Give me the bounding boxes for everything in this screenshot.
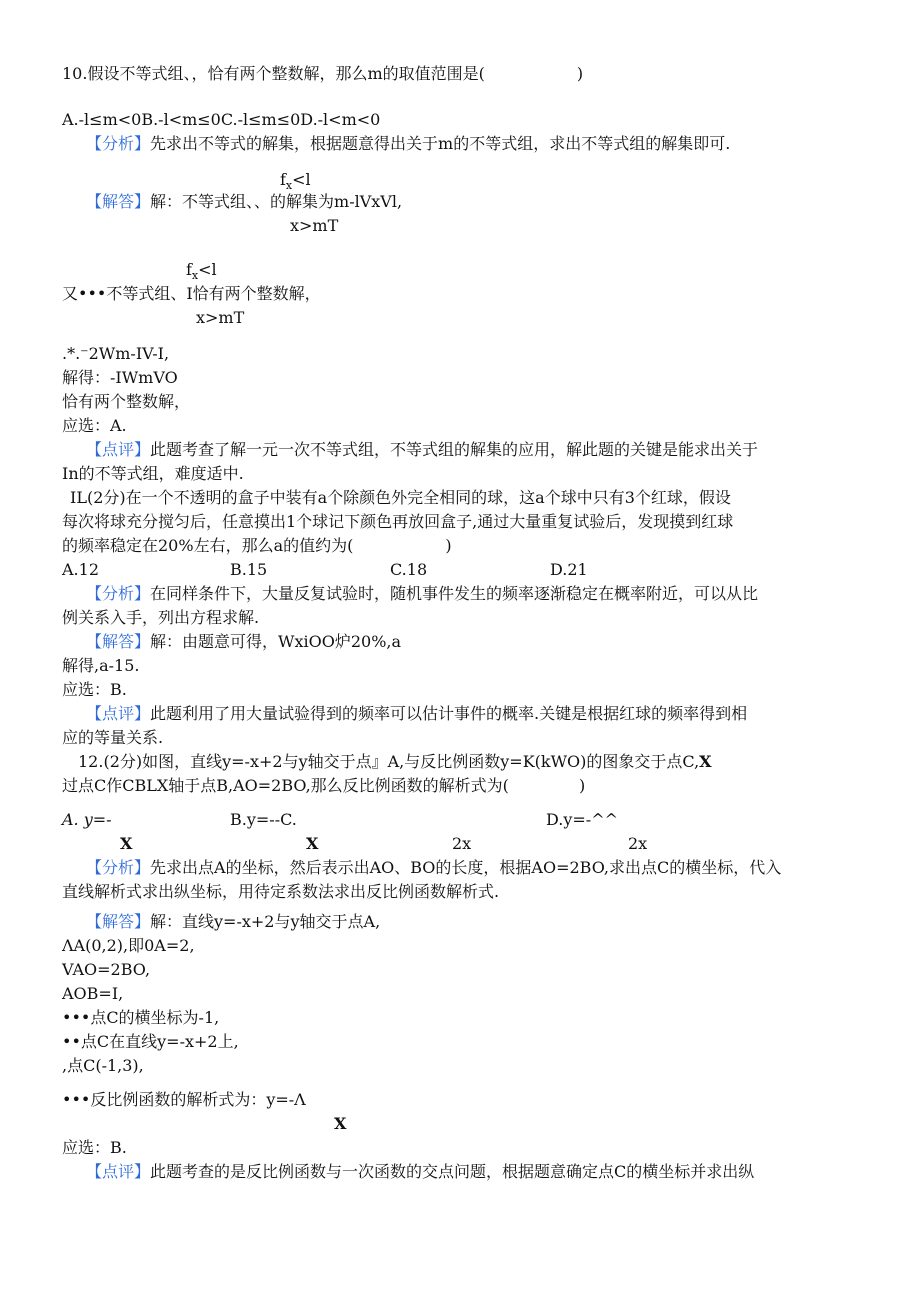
analysis-tag: 【分析】 — [86, 584, 151, 603]
q12-step-2: VAO=2BO, — [62, 960, 151, 979]
q12-analysis-text: 先求出点A的坐标，然后表示出AO、BO的长度，根据AO=2BO,求出点C的横坐标，代入 — [150, 858, 782, 877]
answer-tag: 【解答】 — [86, 912, 151, 931]
q10-analysis — [86, 132, 730, 156]
analysis-tag: 【分析】 — [86, 134, 151, 153]
answer-tag: 【解答】 — [86, 632, 151, 651]
q10-answer — [86, 190, 402, 214]
q12-step-6: ,点C(-1,3), — [62, 1056, 144, 1075]
frac-sub: x — [285, 179, 293, 192]
q12-comment — [86, 1160, 754, 1184]
q12-den-1: X — [120, 834, 133, 853]
q12-stem-close: ) — [578, 776, 586, 795]
q10-stem-close: ) — [576, 64, 584, 83]
q12-stem-2 — [62, 774, 585, 798]
q10-options: A.-l≤m<0B.-l<m≤0C.-l≤m≤0D.-l<m<0 — [62, 110, 381, 129]
q12-opt-a: A. y=- — [62, 810, 112, 829]
q12-stem-1-x: X — [699, 752, 712, 771]
q11-answer-text: 解：由题意可得，WxiOO炉20%,a — [150, 632, 402, 651]
comment-tag: 【点评】 — [86, 440, 151, 459]
answer-tag: 【解答】 — [86, 192, 151, 211]
q11-answer — [86, 630, 401, 654]
frac-f: f — [280, 170, 286, 189]
q11-stem-3 — [62, 534, 452, 558]
q11-opt-a: A.12 — [62, 560, 99, 579]
q12-stem-2-text: 过点C作CBLX轴于点B,AO=2BO,那么反比例函数的解析式为( — [62, 776, 509, 795]
frac-f: f — [186, 260, 192, 279]
q10-frac2-bottom: x>mT — [196, 308, 245, 327]
q11-opt-d: D.21 — [550, 560, 588, 579]
q10-stem-text: 10.假设不等式组、，恰有两个整数解，那么m的取值范围是( — [62, 64, 485, 83]
q11-stem-2: 每次将球充分搅匀后，任意摸出1个球记下颜色再放回盒子,通过大量重复试验后，发现摸到红球 — [62, 512, 734, 531]
q10-frac1-bottom: x>mT — [290, 216, 339, 235]
q11-choose: 应选：B. — [62, 680, 127, 699]
analysis-tag: 【分析】 — [86, 858, 151, 877]
q10-choose: 应选：A. — [62, 416, 127, 435]
q12-comment-text: 此题考查的是反比例函数与一次函数的交点问题，根据题意确定点C的横坐标并求出纵 — [150, 1162, 755, 1181]
q11-analysis-2: 例关系入手，列出方程求解. — [62, 608, 260, 627]
q11-analysis-text: 在同样条件下，大量反复试验时，随机事件发生的频率逐渐稳定在概率附近，可以从比 — [150, 584, 759, 603]
q10-answer-text: 解：不等式组、、的解集为m-lVxVl, — [150, 192, 403, 211]
frac-sub: x — [191, 269, 199, 282]
q10-analysis-text: 先求出不等式的解集，根据题意得出关于m的不等式组，求出不等式组的解集即可. — [150, 134, 731, 153]
q11-comment-2: 应的等量关系. — [62, 728, 164, 747]
q11-stem-1: IL(2分)在一个不透明的盒子中装有a个除颜色外完全相同的球，这a个球中只有3个红球，假设 — [70, 488, 731, 507]
q12-stem-1 — [78, 750, 712, 774]
q10-comment-text: 此题考查了解一元一次不等式组，不等式组的解集的应用，解此题的关键是能求出关于 — [150, 440, 759, 459]
q12-den-4: 2x — [628, 834, 648, 853]
q10-comment-2: In的不等式组，难度适中. — [62, 464, 244, 483]
q12-stem-1-text: 12.(2分)如图，直线y=-x+2与y轴交于点』A,与反比例函数y=K(kWO)的图象交于点C, — [78, 752, 700, 771]
q12-analysis — [86, 856, 781, 880]
q10-again: 又•••不等式组、I恰有两个整数解， — [62, 284, 321, 303]
q10-stem — [62, 62, 583, 86]
q11-analysis — [86, 582, 758, 606]
q12-step-3: AOB=I, — [62, 984, 124, 1003]
q12-den-3: 2x — [452, 834, 472, 853]
q11-opt-c: C.18 — [390, 560, 428, 579]
comment-tag: 【点评】 — [86, 1162, 151, 1181]
q10-step-b: 解得：-IWmVO — [62, 368, 178, 387]
q11-stem-3-text: 的频率稳定在20%左右，那么a的值约为( — [62, 536, 354, 555]
frac-rest: <l — [292, 170, 311, 189]
q12-step-1: ΛA(0,2),即0A=2, — [62, 936, 195, 955]
q11-answer-2: 解得,a-15. — [62, 656, 140, 675]
q12-answer-text: 解：直线y=-x+2与y轴交于点A, — [150, 912, 381, 931]
q11-stem-close: ) — [445, 536, 452, 555]
q12-opt-d: D.y=-^^ — [546, 810, 619, 829]
q11-comment — [86, 702, 747, 726]
q10-step-c: 恰有两个整数解， — [62, 392, 191, 411]
q11-opt-b: B.15 — [230, 560, 268, 579]
q10-comment — [86, 438, 758, 462]
q11-comment-text: 此题利用了用大量试验得到的频率可以估计事件的概率.关键是根据红球的频率得到相 — [150, 704, 748, 723]
comment-tag: 【点评】 — [86, 704, 151, 723]
q12-den-2: X — [306, 834, 319, 853]
frac-rest: <l — [198, 260, 217, 279]
q10-step-a: .*.⁻2Wm-IV-I, — [62, 344, 170, 363]
q12-step-5: ••点C在直线y=-x+2上, — [62, 1032, 239, 1051]
q12-opt-bc: B.y=--C. — [230, 810, 297, 829]
q12-step-7-den: X — [334, 1114, 347, 1133]
q12-analysis-2: 直线解析式求出纵坐标，用待定系数法求出反比例函数解析式. — [62, 882, 500, 901]
q12-step-7: •••反比例函数的解析式为：y=-Λ — [62, 1090, 306, 1109]
q12-step-4: •••点C的横坐标为-1, — [62, 1008, 220, 1027]
q12-answer — [86, 910, 380, 934]
q12-choose: 应选：B. — [62, 1138, 127, 1157]
